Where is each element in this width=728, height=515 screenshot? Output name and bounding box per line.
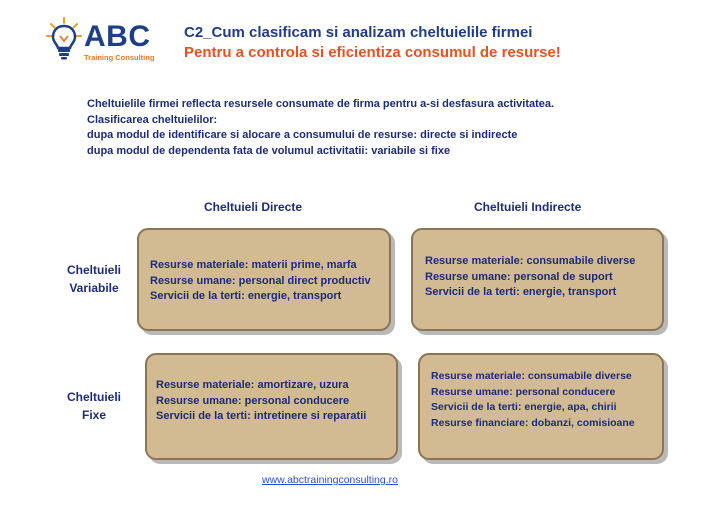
box-line: Servicii de la terti: intretinere si reparatii [156, 410, 367, 422]
intro-text [87, 97, 554, 159]
company-logo [46, 16, 156, 70]
intro-line: Cheltuielile firmei reflecta resursele consumate de firma pentru a-si desfasura activitatea. [87, 98, 555, 110]
row-header-line: Variabile [69, 281, 119, 295]
box-line: Servicii de la terti: energie, transport [425, 286, 617, 298]
box-line: Resurse umane: personal conducere [431, 385, 616, 398]
column-header-direct: Cheltuieli Directe [204, 200, 303, 214]
logo-text: ABC [84, 20, 151, 53]
box-line: Servicii de la terti: energie, apa, chirii [431, 401, 617, 413]
row-header-line: Fixe [81, 408, 106, 422]
slide-title: C2_Cum clasificam si analizam cheltuielile firmei [184, 24, 533, 41]
lightbulb-icon [46, 16, 82, 66]
column-header-indirect: Cheltuieli Indirecte [474, 200, 582, 214]
box-variable-indirect-text [425, 254, 635, 301]
box-line: Resurse materiale: consumabile diverse [431, 370, 632, 382]
intro-line: dupa modul de identificare si alocare a consumului de resurse: directe si indirecte [87, 129, 518, 141]
box-line: Resurse materiale: consumabile diverse [425, 255, 636, 267]
box-line: Resurse financiare: dobanzi, comisioane [431, 416, 635, 429]
box-line: Resurse umane: personal conducere [156, 394, 350, 407]
row-header-variable [58, 261, 130, 297]
box-fixed-indirect-text [431, 369, 635, 431]
row-header-line: Cheltuieli [66, 390, 121, 404]
footer-website-link[interactable]: www.abctrainingconsulting.ro [262, 474, 398, 486]
row-header-line: Cheltuieli [66, 263, 121, 277]
box-line: Resurse umane: personal direct productiv [150, 274, 371, 287]
intro-line: dupa modul de dependenta fata de volumul activitatii: variabile si fixe [87, 144, 451, 157]
intro-line: Clasificarea cheltuielilor: [87, 113, 218, 126]
slide-subtitle: Pentru a controla si eficientiza consumul de resurse! [184, 44, 561, 61]
box-variable-direct-text [150, 258, 371, 305]
logo-subtext: Training Consulting [84, 53, 155, 62]
box-line: Resurse umane: personal de suport [425, 270, 613, 283]
box-line: Resurse materiale: materii prime, marfa [150, 259, 357, 271]
box-line: Servicii de la terti: energie, transport [150, 290, 342, 302]
row-header-fixed [58, 388, 130, 424]
box-line: Resurse materiale: amortizare, uzura [156, 379, 349, 391]
box-fixed-direct-text [156, 378, 366, 425]
